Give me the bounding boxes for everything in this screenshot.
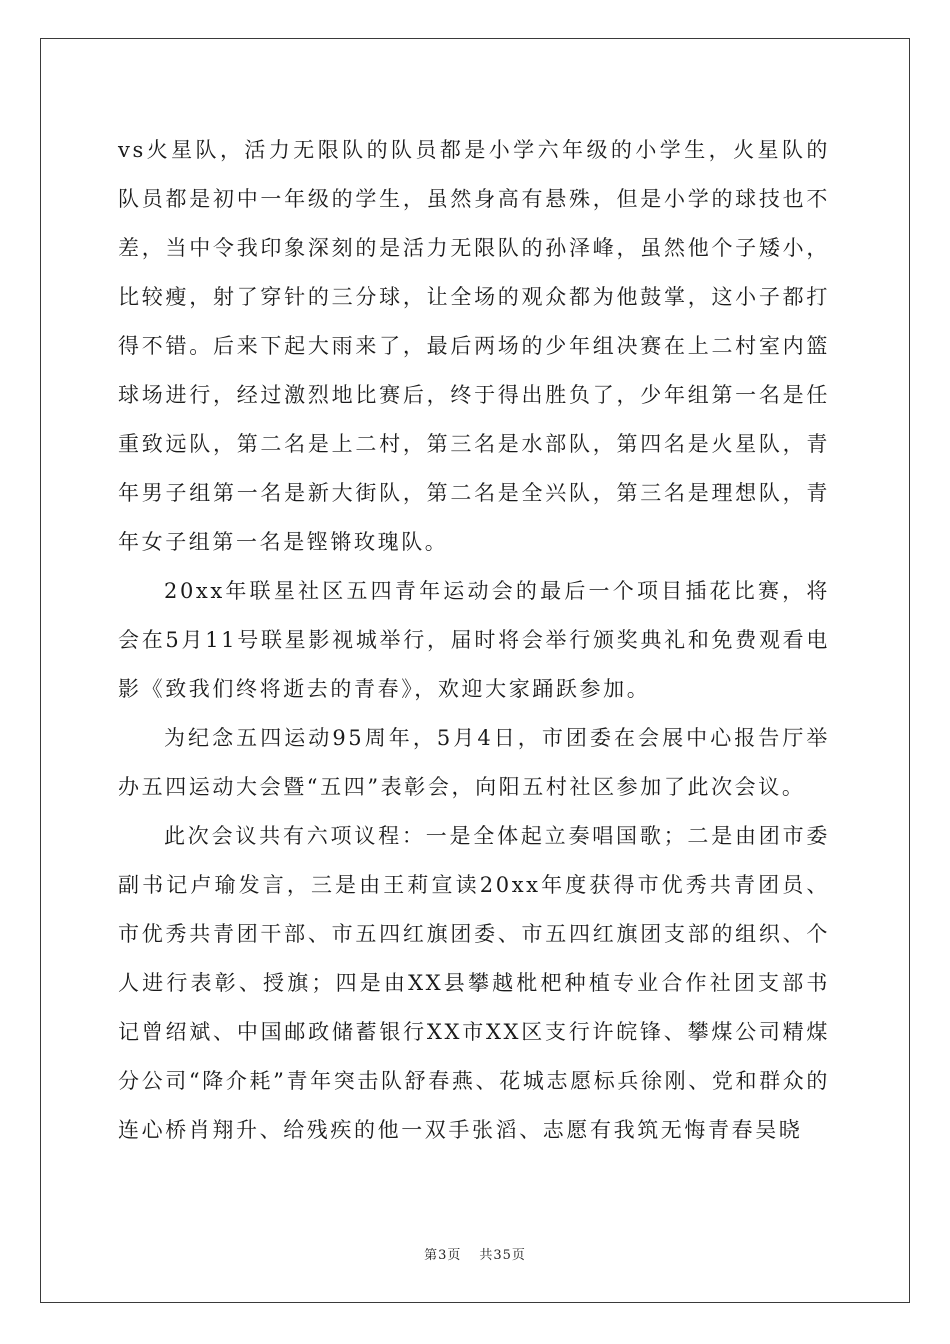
paragraph-1: vs火星队，活力无限队的队员都是小学六年级的小学生，火星队的队员都是初中一年级的学生，虽然身高有悬殊，但是小学的球技也不差，当中令我印象深刻的是活力无限队的孙泽峰，虽然他个子矮小，比较瘦，射了穿针的三分球，让全场的观众都为他鼓掌，这小子都打得不错。后来下起大雨来了，最后两场的少年组决赛在上二村室内篮球场进行，经过激烈地比赛后，终于得出胜负了，少年组第一名是任重致远队，第二名是上二村，第三名是水部队，第四名是火星队，青年男子组第一名是新大街队，第二名是全兴队，第三名是理想队，青年女子组第一名是铿锵玫瑰队。 — [118, 138, 830, 554]
page-footer — [0, 1244, 950, 1263]
paragraph-2: 20xx年联星社区五四青年运动会的最后一个项目插花比赛，将会在5月11号联星影视城举行，届时将会举行颁奖典礼和免费观看电影《致我们终将逝去的青春》，欢迎大家踊跃参加。 — [118, 579, 830, 701]
paragraph-3: 为纪念五四运动95周年，5月4日，市团委在会展中心报告厅举办五四运动大会暨“五四”表彰会，向阳五村社区参加了此次会议。 — [118, 726, 830, 799]
page-total: 共35页 — [479, 1248, 526, 1263]
paragraph-4: 此次会议共有六项议程：一是全体起立奏唱国歌；二是由团市委副书记卢瑜发言，三是由王莉宣读20xx年度获得市优秀共青团员、市优秀共青团干部、市五四红旗团委、市五四红旗团支部的组织、个人进行表彰、授旗；四是由XX县攀越枇杷种植专业合作社团支部书记曾绍斌、中国邮政储蓄银行XX市XX区支行许皖锋、攀煤公司精煤分公司“降介耗”青年突击队舒春燕、花城志愿标兵徐刚、党和群众的连心桥肖翔升、给残疾的他一双手张滔、志愿有我筑无悔青春吴晓 — [118, 824, 830, 1142]
page-number: 第3页 — [424, 1248, 462, 1263]
document-body — [118, 126, 830, 1155]
